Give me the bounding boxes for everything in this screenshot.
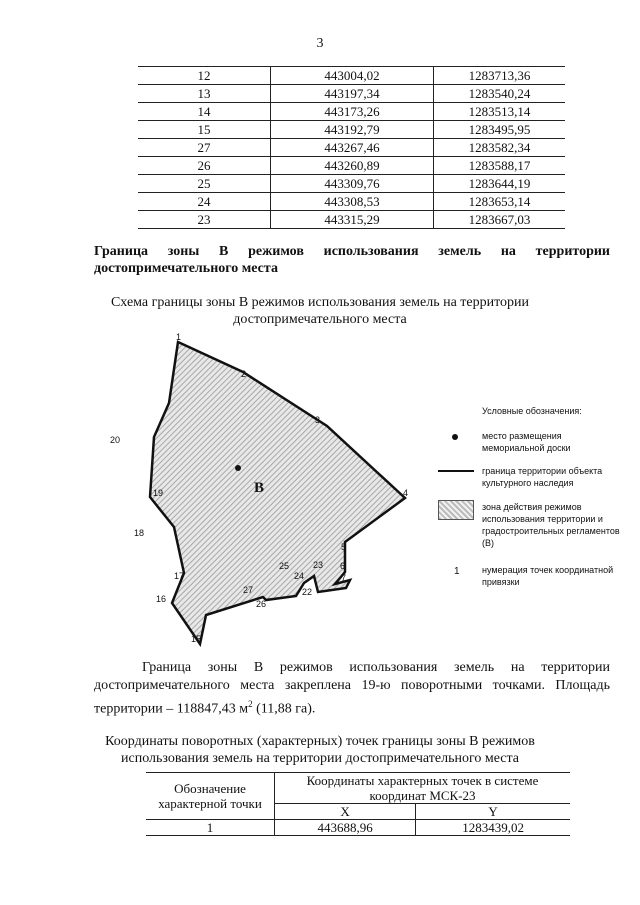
point-number-icon: 1 [454, 566, 460, 577]
point-label-26: 26 [256, 599, 267, 609]
point-label-24: 24 [294, 571, 305, 581]
coords-title-line1: Координаты поворотных (характерных) точек границы зоны В режимов [105, 734, 535, 749]
memorial-board-dot [235, 465, 241, 471]
scheme-title-line2: достопримечательного места [233, 312, 407, 327]
point-label-18: 18 [134, 528, 145, 538]
header-coordinates-group: Координаты характерных точек в системе координат МСК-23 [275, 773, 571, 804]
table-cell: 443308,53 [271, 193, 434, 211]
table-cell: 443260,89 [271, 157, 434, 175]
header-point-designation: Обозначение характерной точки [146, 773, 275, 820]
scheme-title [100, 294, 540, 328]
point-label-17: 17 [174, 571, 185, 581]
table-row [138, 175, 565, 193]
point-label-15: 15 [191, 634, 202, 644]
point-label-1: 1 [176, 332, 182, 342]
section-heading-line1: Граница зоны В режимов использования земель на территории [94, 244, 610, 259]
table-row [138, 139, 565, 157]
area-paragraph-line1: Граница зоны В режимов использования земель на территории [142, 660, 610, 675]
hatch-zone-icon [438, 500, 474, 520]
table-cell: 1283540,24 [434, 85, 566, 103]
coords-table-title [100, 733, 540, 767]
table-cell: 1283495,95 [434, 121, 566, 139]
table-cell: 1283513,14 [434, 103, 566, 121]
table-cell: 1283667,03 [434, 211, 566, 229]
table-row [138, 157, 565, 175]
table-row [138, 103, 565, 121]
table-cell: 13 [138, 85, 271, 103]
point-label-6: 6 [340, 561, 346, 571]
page-number: 3 [316, 36, 324, 51]
table-cell: 27 [138, 139, 271, 157]
point-label-23: 23 [313, 560, 324, 570]
legend-hatch-label: зона действия режимов использования территории и градостроительных регламентов (В) [482, 502, 620, 548]
zone-boundary-scheme [100, 330, 440, 650]
point-label-19: 19 [153, 488, 164, 498]
header-x: X [275, 804, 416, 820]
area-paragraph [94, 659, 610, 719]
table-row [138, 67, 565, 85]
legend-title: Условные обозначения: [482, 406, 582, 416]
table-row [146, 820, 570, 836]
table-row [138, 85, 565, 103]
legend-line-label: граница территории объекта культурного наследия [482, 466, 603, 488]
boundary-line-icon [438, 470, 474, 472]
legend-num-label: нумерация точек координатной привязки [482, 565, 614, 587]
table-cell: 443173,26 [271, 103, 434, 121]
table-cell: 1283713,36 [434, 67, 566, 85]
area-paragraph-line2 [94, 677, 610, 719]
section-heading [94, 243, 610, 277]
table-cell: 1283582,34 [434, 139, 566, 157]
table-cell: 23 [138, 211, 271, 229]
table-cell: 1283588,17 [434, 157, 566, 175]
header-y: Y [416, 804, 570, 820]
area-text: достопримечательного места закреплена 19-ю поворотными точками. Площадь территории – 118847,43 м [94, 678, 610, 717]
coordinates-table [146, 772, 570, 836]
point-label-20: 20 [110, 435, 121, 445]
table-cell: 1283653,14 [434, 193, 566, 211]
zone-polygon [150, 342, 405, 644]
point-label-16: 16 [156, 594, 167, 604]
point-label-3: 3 [315, 415, 321, 425]
point-label-4: 4 [403, 488, 409, 498]
point-label-7: 7 [341, 573, 347, 583]
coordinates-table-continued [138, 66, 565, 229]
point-label-25: 25 [279, 561, 290, 571]
table-cell: 15 [138, 121, 271, 139]
table-row [138, 121, 565, 139]
table-row [138, 211, 565, 229]
table-row [138, 193, 565, 211]
table-cell: 443004,02 [271, 67, 434, 85]
point-label-5: 5 [341, 542, 347, 552]
point-label-22: 22 [302, 587, 313, 597]
table-cell: 1 [146, 820, 275, 836]
table-cell: 443688,96 [275, 820, 416, 836]
scheme-title-line1: Схема границы зоны В режимов использования земель на территории [110, 295, 530, 310]
coords-title-line2: использования земель на территории достопримечательного места [121, 751, 519, 766]
table-cell: 1283644,19 [434, 175, 566, 193]
table-cell: 443309,76 [271, 175, 434, 193]
point-label-27: 27 [243, 585, 254, 595]
area-unit-sup: 2 [248, 699, 253, 709]
table-cell: 14 [138, 103, 271, 121]
table-cell: 24 [138, 193, 271, 211]
table-cell: 25 [138, 175, 271, 193]
table-cell: 443267,46 [271, 139, 434, 157]
table-cell: 443197,34 [271, 85, 434, 103]
table-cell: 1283439,02 [416, 820, 570, 836]
point-label-2: 2 [241, 369, 247, 379]
table-cell: 443192,79 [271, 121, 434, 139]
table-cell: 443315,29 [271, 211, 434, 229]
zone-label: В [254, 480, 265, 496]
table-cell: 12 [138, 67, 271, 85]
memorial-dot-icon [452, 434, 458, 440]
legend-dot-label: место размещения мемориальной доски [482, 431, 571, 453]
table-cell: 26 [138, 157, 271, 175]
area-text-end: (11,88 га). [252, 701, 316, 717]
section-heading-line2: достопримечательного места [94, 261, 278, 276]
